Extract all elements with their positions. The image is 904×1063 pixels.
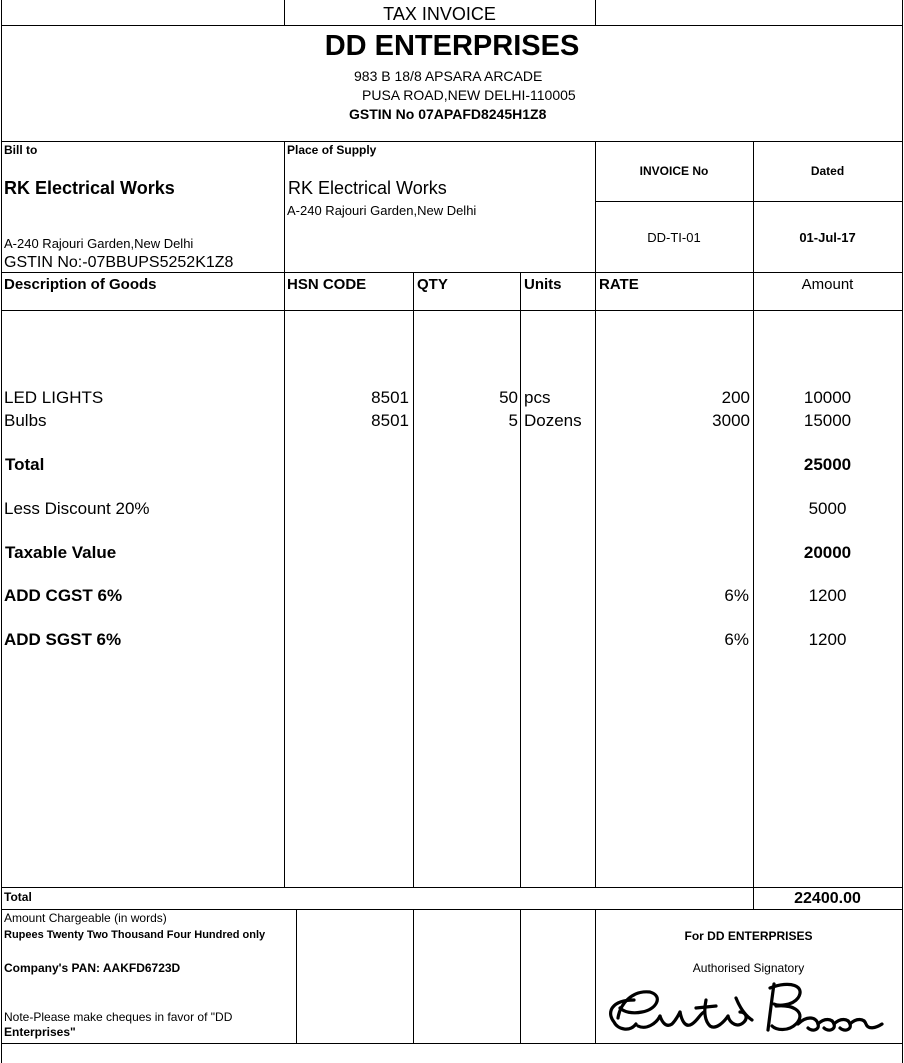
item-description: Bulbs [4, 411, 47, 430]
bill-to-name: RK Electrical Works [4, 178, 175, 198]
item-description: LED LIGHTS [4, 388, 104, 407]
item-rate: 200 [721, 388, 750, 407]
dated-label: Dated [810, 164, 845, 178]
sgst-amount: 1200 [808, 630, 847, 649]
company-address-line2: PUSA ROAD,NEW DELHI-110005 [362, 87, 576, 103]
taxable-value-amount: 20000 [803, 543, 852, 562]
taxable-value-label: Taxable Value [5, 543, 117, 562]
cheque-note-line2: Enterprises" [4, 1025, 76, 1039]
company-gstin: GSTIN No 07APAFD8245H1Z8 [349, 106, 547, 122]
document-title: TAX INVOICE [383, 4, 496, 24]
item-amount: 15000 [803, 411, 852, 430]
col-units-header: Units [524, 276, 562, 293]
signature-image [606, 978, 886, 1040]
grand-total-label: Total [4, 890, 32, 904]
item-hsn: 8501 [371, 411, 409, 430]
company-name: DD ENTERPRISES [324, 30, 580, 62]
col-rate-header: RATE [599, 276, 639, 293]
item-rate: 3000 [712, 411, 750, 430]
cgst-rate: 6% [724, 586, 749, 605]
for-company-label: For DD ENTERPRISES [684, 929, 813, 943]
invoice-no-label: INVOICE No [639, 164, 709, 178]
item-hsn: 8501 [371, 388, 409, 407]
col-hsn-header: HSN CODE [287, 276, 367, 293]
col-description-header: Description of Goods [4, 276, 157, 293]
grand-total-value: 22400.00 [794, 890, 861, 907]
item-qty: 5 [508, 411, 518, 430]
sgst-label: ADD SGST 6% [4, 630, 122, 649]
discount-label: Less Discount 20% [4, 499, 150, 518]
col-qty-header: QTY [417, 276, 448, 293]
item-amount: 10000 [803, 388, 852, 407]
place-of-supply-name: RK Electrical Works [288, 178, 447, 198]
invoice-no-value: DD-TI-01 [647, 230, 701, 245]
bill-to-address: A-240 Rajouri Garden,New Delhi [4, 236, 194, 251]
discount-value: 5000 [808, 499, 847, 518]
company-address-line1: 983 B 18/8 APSARA ARCADE [354, 68, 543, 84]
col-amount-header: Amount [801, 276, 854, 293]
item-qty: 50 [499, 388, 518, 407]
bill-to-gstin: GSTIN No:-07BBUPS5252K1Z8 [4, 254, 234, 271]
sgst-rate: 6% [724, 630, 749, 649]
cheque-note-line1: Note-Please make cheques in favor of "DD [4, 1010, 233, 1024]
subtotal-label: Total [5, 455, 45, 474]
place-of-supply-label: Place of Supply [287, 143, 377, 157]
cgst-label: ADD CGST 6% [4, 586, 123, 605]
item-units: Dozens [524, 411, 582, 430]
item-units: pcs [524, 388, 551, 407]
authorised-signatory-label: Authorised Signatory [692, 961, 805, 975]
amount-in-words-label: Amount Chargeable (in words) [4, 911, 167, 925]
cgst-amount: 1200 [808, 586, 847, 605]
amount-in-words-value: Rupees Twenty Two Thousand Four Hundred only [4, 929, 266, 941]
place-of-supply-address: A-240 Rajouri Garden,New Delhi [287, 203, 477, 218]
subtotal-value: 25000 [803, 455, 852, 474]
dated-value: 01-Jul-17 [799, 230, 856, 245]
bill-to-label: Bill to [4, 143, 38, 157]
company-pan: Company's PAN: AAKFD6723D [4, 961, 181, 975]
